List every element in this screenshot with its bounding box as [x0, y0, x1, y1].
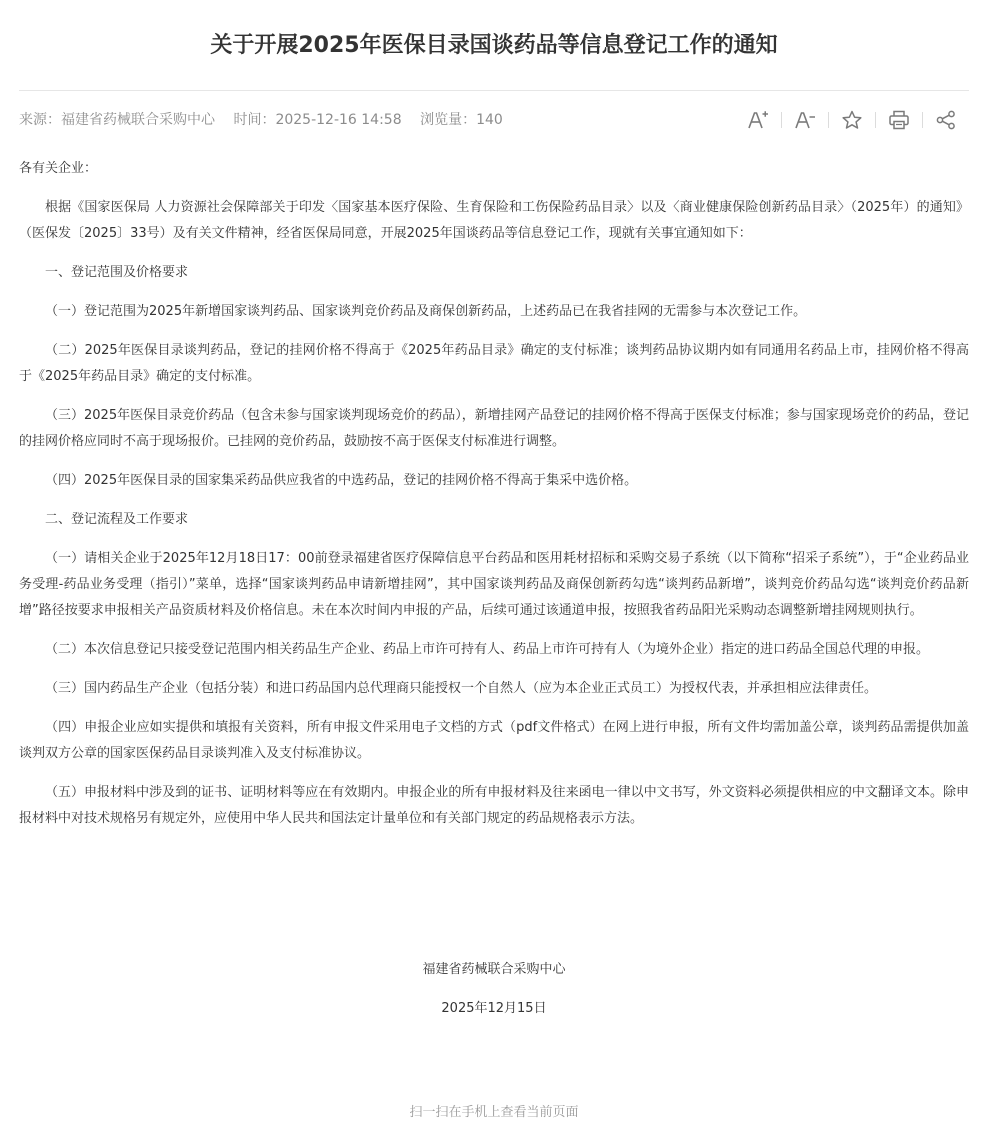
- font-increase-button[interactable]: [735, 108, 781, 132]
- sign-date: 2025年12月15日: [441, 1001, 547, 1016]
- intro-paragraph: 根据《国家医保局 人力资源社会保障部关于印发〈国家基本医疗保险、生育保险和工伤保险药品目录〉以及〈商业健康保险创新药品目录〉（2025年）的通知》（医保发〔2025〕33号）及有关文件精神，经省医保局同意，开展2025年国谈药品等信息登记工作，现就有关事宜通知如下：: [19, 200, 969, 241]
- article-source: 来源：福建省药械联合采购中心: [19, 112, 215, 128]
- paragraph: （四）2025年医保目录的国家集采药品供应我省的中选药品，登记的挂网价格不得高于集采中选价格。: [45, 473, 638, 488]
- article-time: 时间：2025-12-16 14:58: [233, 112, 402, 128]
- article-toolbar: [735, 108, 969, 132]
- paragraph: （二）2025年医保目录谈判药品，登记的挂网价格不得高于《2025年药品目录》确定的支付标准；谈判药品协议期内如有同通用名药品上市，挂网价格不得高于《2025年药品目录》确定的支付标准。: [19, 343, 969, 384]
- print-icon: [888, 110, 910, 130]
- paragraph: （一）登记范围为2025年新增国家谈判药品、国家谈判竞价药品及商保创新药品，上述药品已在我省挂网的无需参与本次登记工作。: [45, 304, 807, 319]
- star-icon: [841, 110, 863, 130]
- font-decrease-button[interactable]: [782, 108, 828, 132]
- share-icon: [935, 110, 957, 130]
- signer-name: 福建省药械联合采购中心: [422, 962, 566, 977]
- paragraph: （三）国内药品生产企业（包括分装）和进口药品国内总代理商只能授权一个自然人（应为本企业正式员工）为授权代表，并承担相应法律责任。: [45, 681, 878, 696]
- section-heading: 一、登记范围及价格要求: [45, 265, 189, 280]
- paragraph: （二）本次信息登记只接受登记范围内相关药品生产企业、药品上市许可持有人、药品上市许可持有人（为境外企业）指定的进口药品全国总代理的申报。: [45, 642, 930, 657]
- article-page: [19, 0, 969, 1129]
- article-meta: [19, 108, 517, 132]
- section-heading: 二、登记流程及工作要求: [45, 512, 189, 527]
- print-button[interactable]: [876, 108, 922, 132]
- font-decrease-icon: [794, 110, 816, 130]
- paragraph: （一）请相关企业于2025年12月18日17：00前登录福建省医疗保障信息平台药品和医用耗材招标和采购交易子系统（以下简称“招采子系统”），于“企业药品业务受理-药品业务受理（指引）”菜单，选择“国家谈判药品申请新增挂网”，其中国家谈判药品及商保创新药勾选“谈判药品新增”，谈判竞价药品勾选“谈判竞价药品新增”路径按要求申报相关产品资质材料及价格信息。未在本次时间内申报的产品，后续可通过该通道申报，按照我省药品阳光采购动态调整新增挂网规则执行。: [19, 551, 969, 618]
- article-title: 关于开展2025年医保目录国谈药品等信息登记工作的通知: [210, 33, 778, 58]
- title-divider: [19, 90, 969, 91]
- qr-scan-hint-link[interactable]: 扫一扫在手机上查看当前页面: [409, 1105, 579, 1120]
- article-views: 浏览量：140: [420, 112, 503, 128]
- paragraph: （三）2025年医保目录竞价药品（包含未参与国家谈判现场竞价的药品），新增挂网产品登记的挂网价格不得高于医保支付标准；参与国家现场竞价的药品，登记的挂网价格应同时不高于现场报价。已挂网的竞价药品，鼓励按不高于医保支付标准进行调整。: [19, 408, 969, 449]
- paragraph: （四）申报企业应如实提供和填报有关资料，所有申报文件采用电子文档的方式（pdf文件格式）在网上进行申报，所有文件均需加盖公章，谈判药品需提供加盖谈判双方公章的国家医保药品目录谈判准入及支付标准协议。: [19, 720, 969, 761]
- share-button[interactable]: [923, 108, 969, 132]
- greeting: 各有关企业：: [19, 161, 98, 176]
- article-body: [19, 156, 969, 845]
- font-increase-icon: [747, 110, 769, 130]
- paragraph: （五）申报材料中涉及到的证书、证明材料等应在有效期内。申报企业的所有申报材料及往来函电一律以中文书写，外文资料必须提供相应的中文翻译文本。除申报材料中对技术规格另有规定外，应使用中华人民共和国法定计量单位和有关部门规定的药品规格表示方法。: [19, 785, 969, 826]
- favorite-button[interactable]: [829, 108, 875, 132]
